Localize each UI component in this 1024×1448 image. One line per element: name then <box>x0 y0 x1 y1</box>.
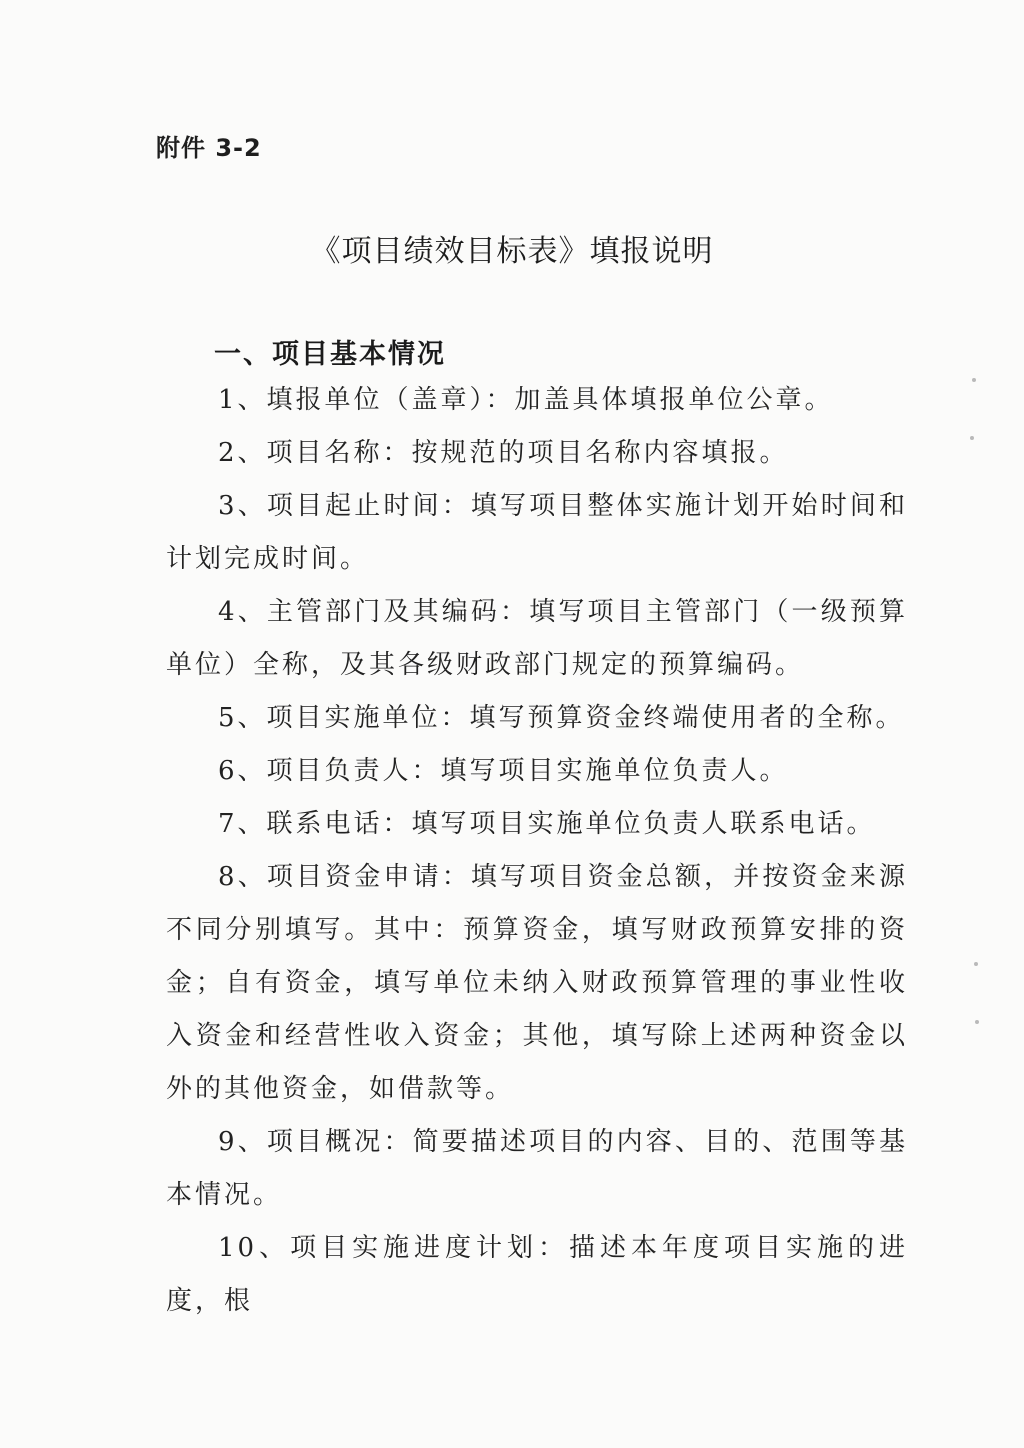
paragraph-10: 10、项目实施进度计划：描述本年度项目实施的进度，根 <box>166 1233 908 1316</box>
paragraph-6: 6、项目负责人：填写项目实施单位负责人。 <box>218 756 789 786</box>
paragraph-7: 7、联系电话：填写项目实施单位负责人联系电话。 <box>218 809 876 839</box>
scan-speck <box>970 436 974 440</box>
scan-speck <box>974 962 978 966</box>
paragraph-2: 2、项目名称：按规范的项目名称内容填报。 <box>218 438 789 468</box>
paragraph-8: 8、项目资金申请：填写项目资金总额，并按资金来源不同分别填写。其中：预算资金，填写财政预算安排的资金；自有资金，填写单位未纳入财政预算管理的事业性收入资金和经营性收入资金；其他，填写除上述两种资金以外的其他资金，如借款等。 <box>166 862 908 1104</box>
paragraph-1: 1、填报单位（盖章）：加盖具体填报单位公章。 <box>218 385 834 415</box>
document-title: 《项目绩效目标表》填报说明 <box>310 234 714 269</box>
scan-speck <box>975 1020 979 1024</box>
paragraph-9: 9、项目概况：简要描述项目的内容、目的、范围等基本情况。 <box>166 1127 908 1210</box>
attachment-label: 附件 3-2 <box>156 134 262 162</box>
paragraph-5: 5、项目实施单位：填写预算资金终端使用者的全称。 <box>218 703 905 733</box>
paragraph-4: 4、主管部门及其编码：填写项目主管部门（一级预算单位）全称，及其各级财政部门规定的预算编码。 <box>166 597 908 680</box>
body-text <box>166 374 908 1328</box>
scan-speck <box>972 378 976 382</box>
paragraph-3: 3、项目起止时间：填写项目整体实施计划开始时间和计划完成时间。 <box>166 491 908 574</box>
section-heading: 一、项目基本情况 <box>214 339 446 370</box>
